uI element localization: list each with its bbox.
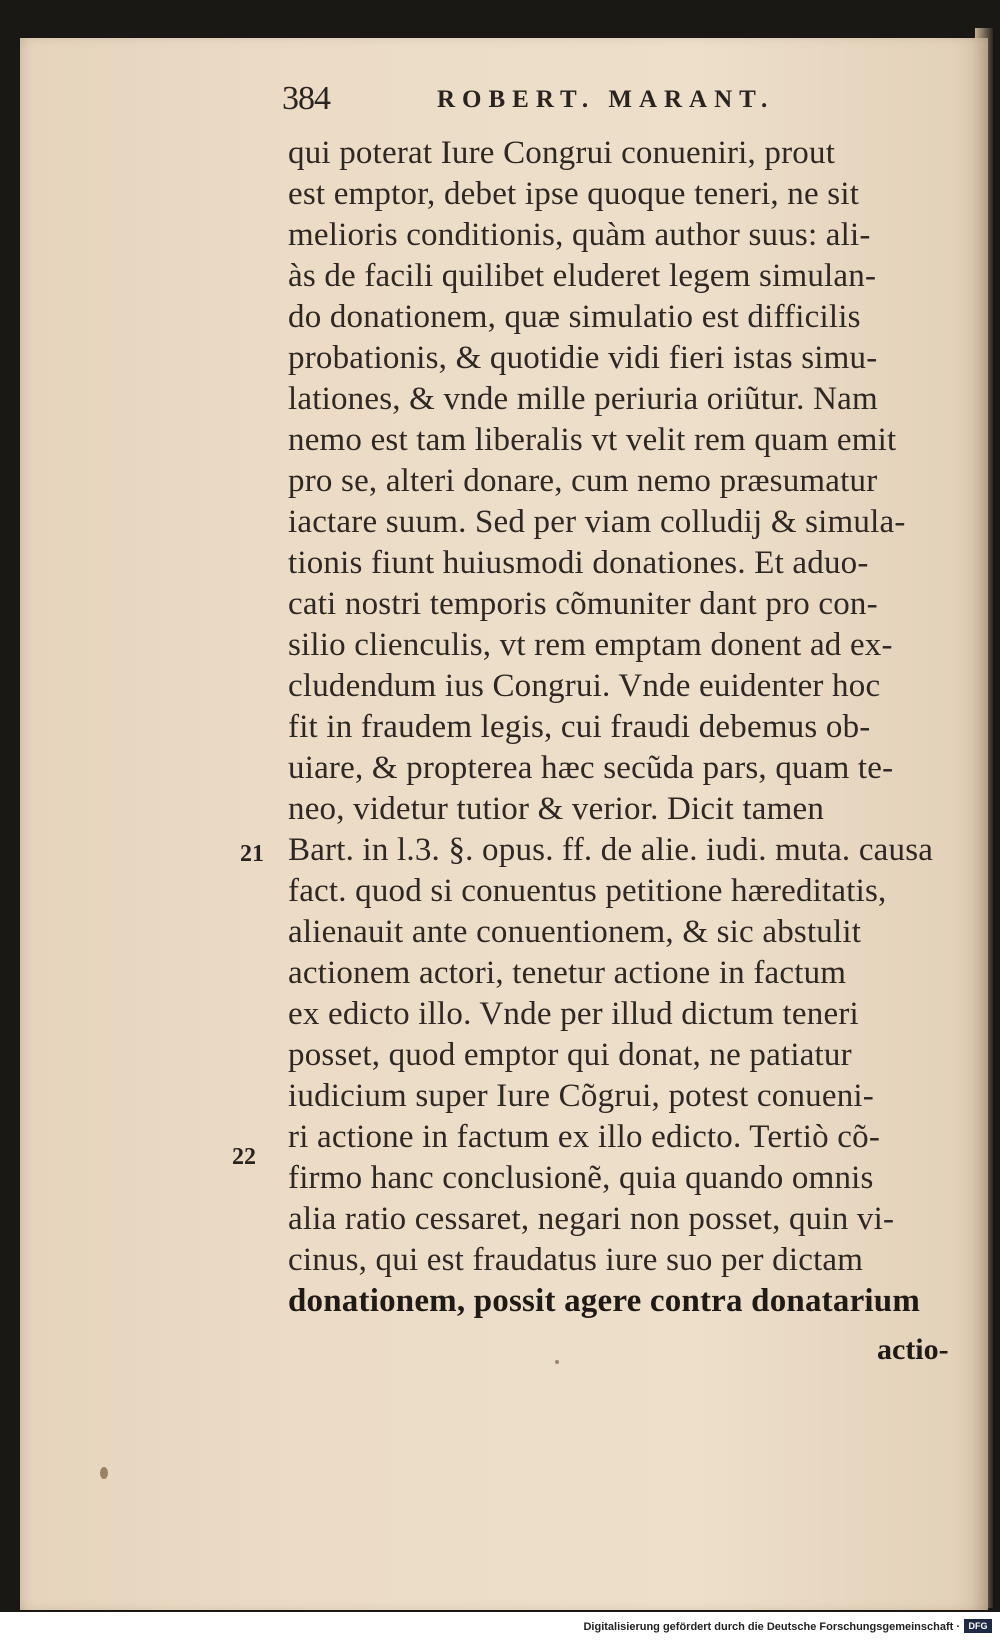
text-line: do donationem, quæ simulatio est difficilis [288, 299, 861, 335]
text-line: lationes, & vnde mille periuria oriũtur. Nam [288, 381, 878, 417]
dfg-logo: DFG [964, 1619, 992, 1633]
text-line: cludendum ius Congrui. Vnde euidenter hoc [288, 668, 881, 704]
text-line: alienauit ante conuentionem, & sic abstulit [288, 914, 862, 950]
text-line: iactare suum. Sed per viam colludij & simula- [288, 504, 906, 540]
text-line: nemo est tam liberalis vt velit rem quam emit [288, 422, 897, 458]
text-line: est emptor, debet ipse quoque teneri, ne sit [288, 176, 860, 212]
page-header [282, 80, 862, 120]
text-line: ri actione in factum ex illo edicto. Tertiò cõ- [288, 1119, 881, 1155]
body-text [288, 133, 983, 1322]
text-line: cinus, qui est fraudatus iure suo per dictam [288, 1242, 864, 1278]
text-line: probationis, & quotidie vidi fieri istas simu- [288, 340, 878, 376]
text-line: neo, videtur tutior & verior. Dicit tamen [288, 791, 825, 827]
footer-credit: Digitalisierung gefördert durch die Deutsche Forschungsgemeinschaft · [583, 1621, 960, 1633]
text-line: ex edicto illo. Vnde per illud dictum teneri [288, 996, 859, 1032]
marginal-number-21: 21 [240, 841, 264, 867]
running-head: ROBERT. MARANT. [437, 86, 775, 113]
text-line: actionem actori, tenetur actione in factum [288, 955, 847, 991]
text-line: posset, quod emptor qui donat, ne patiatur [288, 1037, 852, 1073]
text-line: cati nostri temporis cõmuniter dant pro con- [288, 586, 878, 622]
marginal-number-22: 22 [232, 1144, 256, 1170]
text-line: donationem, possit agere contra donatarium [288, 1283, 921, 1319]
text-line: qui poterat Iure Congrui conueniri, prout [288, 135, 836, 171]
catchword: actio- [877, 1333, 949, 1366]
text-line: às de facili quilibet eluderet legem simulan- [288, 258, 877, 294]
text-line: tionis fiunt huiusmodi donationes. Et aduo- [288, 545, 869, 581]
text-line: uiare, & propterea hæc secũda pars, quam te- [288, 750, 894, 786]
text-line: pro se, alteri donare, cum nemo præsumatur [288, 463, 878, 499]
text-line: Bart. in l.3. §. opus. ff. de alie. iudi. muta. causa [288, 832, 934, 868]
digitization-footer [0, 1612, 1000, 1641]
ink-spot [100, 1467, 108, 1479]
text-line: alia ratio cessaret, negari non posset, quin vi- [288, 1201, 895, 1237]
text-line: melioris conditionis, quàm author suus: ali- [288, 217, 871, 253]
page-number: 384 [282, 80, 330, 117]
text-line: iudicium super Iure Cõgrui, potest conueni- [288, 1078, 874, 1114]
text-line: firmo hanc conclusionẽ, quia quando omnis [288, 1160, 874, 1196]
ink-spot [555, 1360, 559, 1364]
text-line: fit in fraudem legis, cui fraudi debemus ob- [288, 709, 871, 745]
text-line: silio clienculis, vt rem emptam donent ad ex- [288, 627, 893, 663]
text-line: fact. quod si conuentus petitione hæreditatis, [288, 873, 887, 909]
